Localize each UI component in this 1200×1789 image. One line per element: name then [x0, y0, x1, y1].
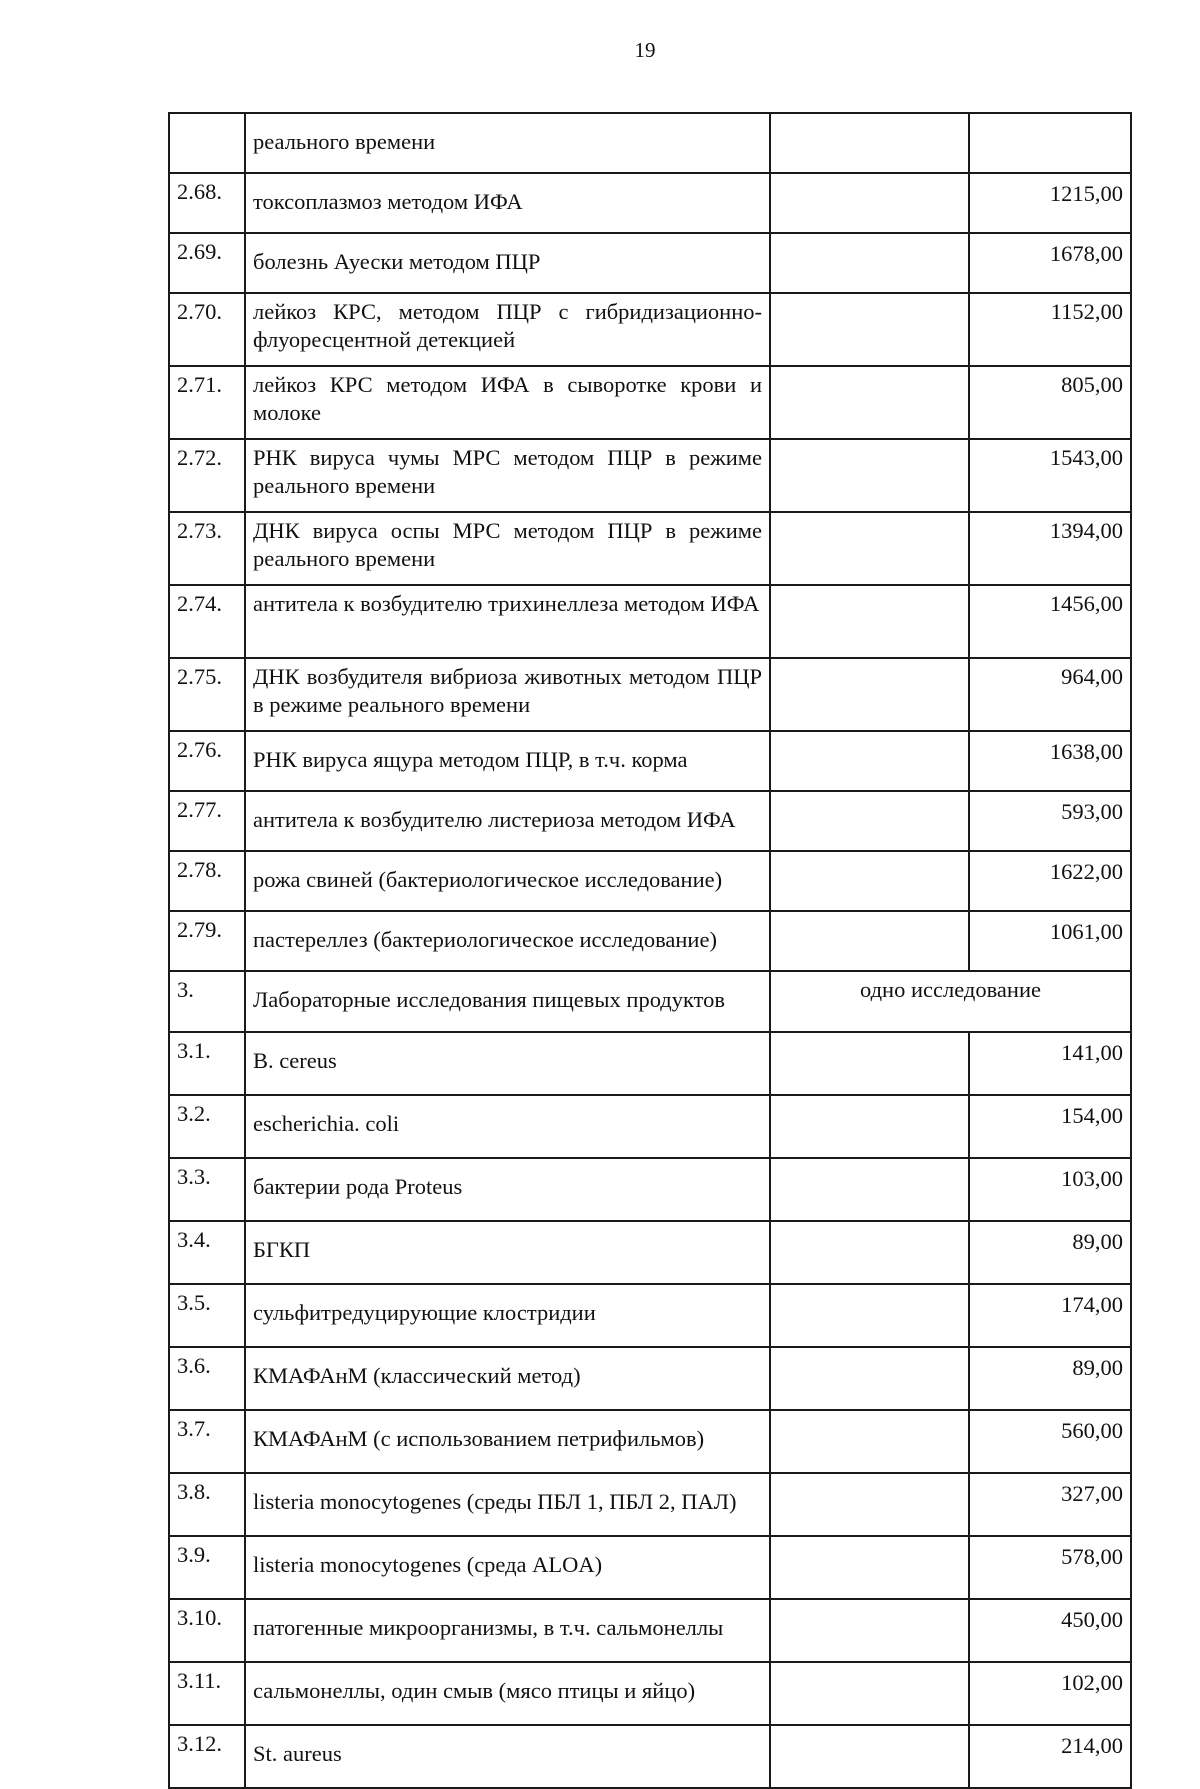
table-row — [169, 1221, 1131, 1284]
table-row — [169, 1095, 1131, 1158]
row-price: 578,00 — [969, 1536, 1131, 1599]
row-name: реального времени — [245, 113, 770, 173]
row-price: 103,00 — [969, 1158, 1131, 1221]
row-name: бактерии рода Proteus — [245, 1158, 770, 1221]
row-price: 154,00 — [969, 1095, 1131, 1158]
row-number: 2.69. — [169, 233, 245, 293]
row-unit — [770, 293, 969, 366]
row-number: 3.2. — [169, 1095, 245, 1158]
table-row — [169, 366, 1131, 439]
row-unit — [770, 1095, 969, 1158]
row-name: рожа свиней (бактериологическое исследование) — [245, 851, 770, 911]
row-unit — [770, 1221, 969, 1284]
table-row — [169, 1410, 1131, 1473]
row-price: 1638,00 — [969, 731, 1131, 791]
table-row — [169, 658, 1131, 731]
table-row — [169, 1536, 1131, 1599]
table-row — [169, 113, 1131, 173]
row-unit — [770, 439, 969, 512]
table-row — [169, 851, 1131, 911]
price-table — [168, 112, 1132, 1789]
row-price: 141,00 — [969, 1032, 1131, 1095]
row-price: 560,00 — [969, 1410, 1131, 1473]
row-name: лейкоз КРС методом ИФА в сыворотке крови и молоке — [245, 366, 770, 439]
page-number: 19 — [634, 38, 656, 62]
row-number: 3.8. — [169, 1473, 245, 1536]
row-price: 450,00 — [969, 1599, 1131, 1662]
row-number: 2.68. — [169, 173, 245, 233]
row-unit — [770, 1410, 969, 1473]
row-price: 89,00 — [969, 1221, 1131, 1284]
row-price: 593,00 — [969, 791, 1131, 851]
table-row — [169, 1032, 1131, 1095]
row-name: патогенные микроорганизмы, в т.ч. сальмонеллы — [245, 1599, 770, 1662]
row-number: 3.10. — [169, 1599, 245, 1662]
row-name: сальмонеллы, один смыв (мясо птицы и яйцо) — [245, 1662, 770, 1725]
row-unit — [770, 851, 969, 911]
row-unit — [770, 233, 969, 293]
section-number: 3. — [169, 971, 245, 1032]
row-name: escherichia. coli — [245, 1095, 770, 1158]
row-number: 2.75. — [169, 658, 245, 731]
table-row — [169, 1284, 1131, 1347]
row-number: 3.6. — [169, 1347, 245, 1410]
table-row — [169, 439, 1131, 512]
row-number: 3.4. — [169, 1221, 245, 1284]
row-unit — [770, 173, 969, 233]
row-unit — [770, 1347, 969, 1410]
row-price: 327,00 — [969, 1473, 1131, 1536]
row-price: 805,00 — [969, 366, 1131, 439]
row-number: 2.76. — [169, 731, 245, 791]
table-row — [169, 1347, 1131, 1410]
row-unit — [770, 113, 969, 173]
row-number: 2.79. — [169, 911, 245, 971]
row-number — [169, 113, 245, 173]
section-header-row — [169, 971, 1131, 1032]
row-unit — [770, 911, 969, 971]
row-price: 1152,00 — [969, 293, 1131, 366]
row-unit — [770, 1158, 969, 1221]
row-price: 89,00 — [969, 1347, 1131, 1410]
section-unit: одно исследование — [770, 971, 1131, 1032]
row-unit — [770, 366, 969, 439]
row-name: ДНК возбудителя вибриоза животных методом ПЦР в режиме реального времени — [245, 658, 770, 731]
row-number: 2.73. — [169, 512, 245, 585]
row-name: ДНК вируса оспы МРС методом ПЦР в режиме реального времени — [245, 512, 770, 585]
row-unit — [770, 658, 969, 731]
row-price: 1622,00 — [969, 851, 1131, 911]
row-price: 214,00 — [969, 1725, 1131, 1788]
table-row — [169, 1599, 1131, 1662]
table-row — [169, 791, 1131, 851]
table-row — [169, 911, 1131, 971]
table-row — [169, 585, 1131, 658]
row-name: токсоплазмоз методом ИФА — [245, 173, 770, 233]
row-name: РНК вируса ящура методом ПЦР, в т.ч. корма — [245, 731, 770, 791]
row-price: 1215,00 — [969, 173, 1131, 233]
row-unit — [770, 1662, 969, 1725]
row-unit — [770, 731, 969, 791]
table-row — [169, 731, 1131, 791]
row-number: 3.5. — [169, 1284, 245, 1347]
row-unit — [770, 512, 969, 585]
row-unit — [770, 791, 969, 851]
row-number: 2.70. — [169, 293, 245, 366]
row-name: сульфитредуцирующие клостридии — [245, 1284, 770, 1347]
row-unit — [770, 1599, 969, 1662]
row-name: БГКП — [245, 1221, 770, 1284]
row-number: 3.9. — [169, 1536, 245, 1599]
row-name: пастереллез (бактериологическое исследование) — [245, 911, 770, 971]
row-number: 3.12. — [169, 1725, 245, 1788]
row-number: 3.1. — [169, 1032, 245, 1095]
table-row — [169, 512, 1131, 585]
table-row — [169, 1473, 1131, 1536]
table-row — [169, 293, 1131, 366]
row-name: лейкоз КРС, методом ПЦР с гибридизационно-флуоресцентной детекцией — [245, 293, 770, 366]
price-table-body-part2 — [169, 1032, 1131, 1788]
section-header-body — [169, 971, 1131, 1032]
table-row — [169, 1158, 1131, 1221]
table-row — [169, 1662, 1131, 1725]
row-unit — [770, 1536, 969, 1599]
row-price: 1543,00 — [969, 439, 1131, 512]
row-name: антитела к возбудителю листериоза методом ИФА — [245, 791, 770, 851]
table-row — [169, 173, 1131, 233]
row-number: 2.78. — [169, 851, 245, 911]
row-name: listeria monocytogenes (среда ALOA) — [245, 1536, 770, 1599]
table-row — [169, 233, 1131, 293]
row-number: 3.11. — [169, 1662, 245, 1725]
row-name: антитела к возбудителю трихинеллеза методом ИФА — [245, 585, 770, 658]
row-name: listeria monocytogenes (среды ПБЛ 1, ПБЛ 2, ПАЛ) — [245, 1473, 770, 1536]
row-name: болезнь Ауески методом ПЦР — [245, 233, 770, 293]
row-price: 964,00 — [969, 658, 1131, 731]
row-number: 2.77. — [169, 791, 245, 851]
row-price: 174,00 — [969, 1284, 1131, 1347]
row-name: РНК вируса чумы МРС методом ПЦР в режиме реального времени — [245, 439, 770, 512]
row-name: КМАФАнМ (с использованием петрифильмов) — [245, 1410, 770, 1473]
row-price — [969, 113, 1131, 173]
row-unit — [770, 1284, 969, 1347]
section-name: Лабораторные исследования пищевых продуктов — [245, 971, 770, 1032]
row-number: 2.71. — [169, 366, 245, 439]
row-number: 3.7. — [169, 1410, 245, 1473]
row-number: 2.74. — [169, 585, 245, 658]
row-price: 1061,00 — [969, 911, 1131, 971]
row-name: B. cereus — [245, 1032, 770, 1095]
row-number: 3.3. — [169, 1158, 245, 1221]
row-price: 1456,00 — [969, 585, 1131, 658]
row-price: 1394,00 — [969, 512, 1131, 585]
row-unit — [770, 1473, 969, 1536]
price-table-body-part1 — [169, 113, 1131, 971]
row-name: КМАФАнМ (классический метод) — [245, 1347, 770, 1410]
row-number: 2.72. — [169, 439, 245, 512]
row-price: 1678,00 — [969, 233, 1131, 293]
row-unit — [770, 585, 969, 658]
row-price: 102,00 — [969, 1662, 1131, 1725]
table-row — [169, 1725, 1131, 1788]
row-unit — [770, 1725, 969, 1788]
row-unit — [770, 1032, 969, 1095]
row-name: St. aureus — [245, 1725, 770, 1788]
